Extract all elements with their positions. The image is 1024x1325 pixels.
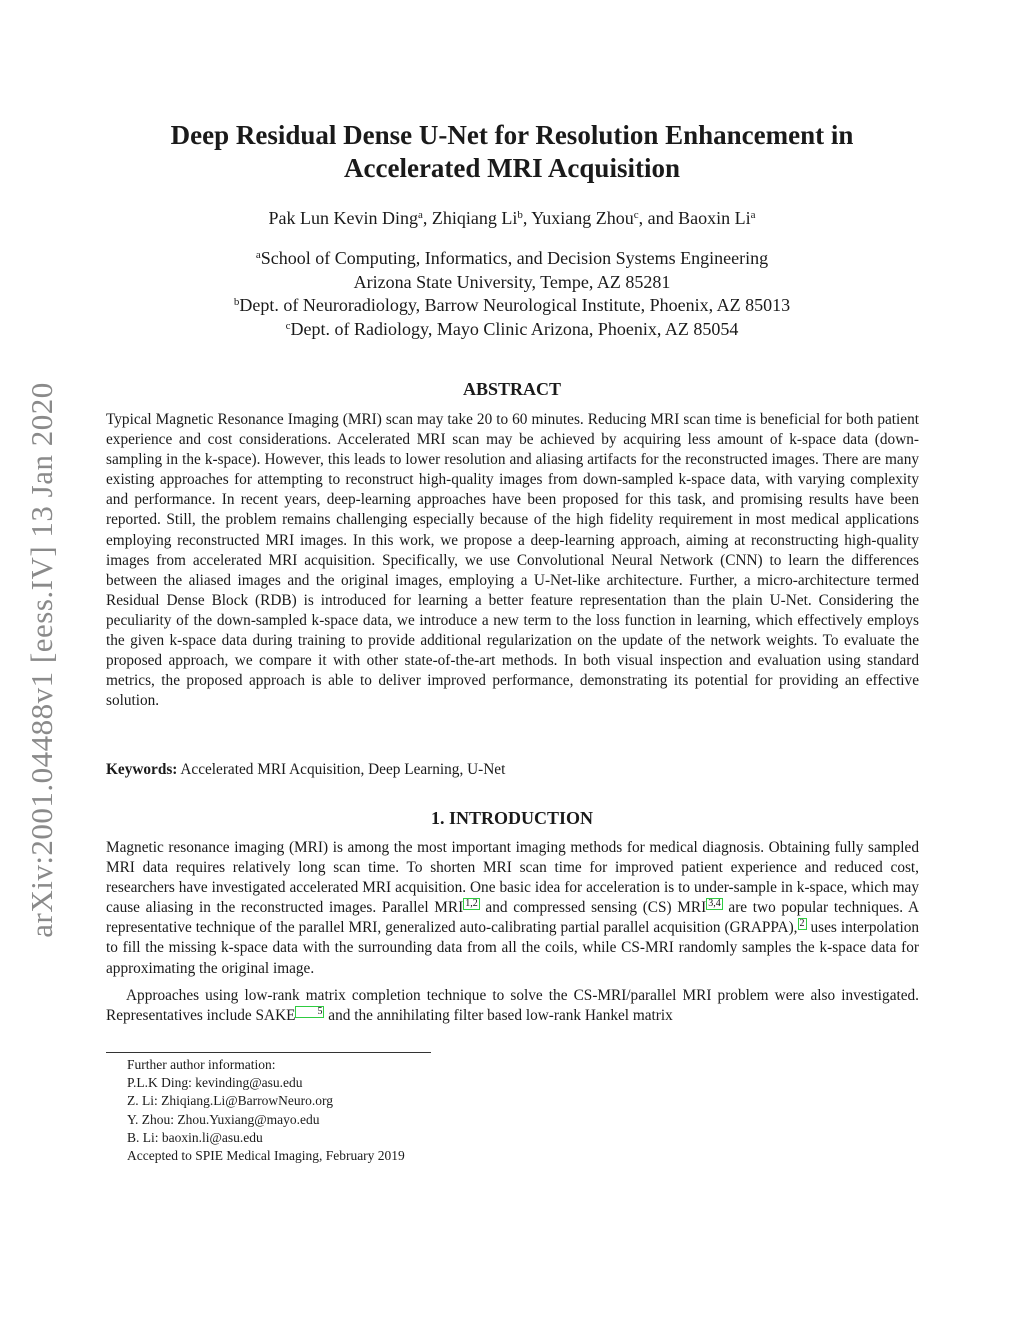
author-affiliation-mark: a — [417, 209, 423, 221]
citation-link[interactable]: 5 — [295, 1006, 324, 1018]
affiliation-mark: b — [233, 296, 240, 308]
arxiv-id-text: arXiv:2001.04488v1 [eess.IV] 13 Jan 2020 — [24, 382, 59, 938]
author-list — [100, 206, 924, 230]
footnote-line: Further author information: — [127, 1057, 276, 1072]
arxiv-identifier-stamp — [2, 360, 82, 960]
paper-title — [100, 119, 924, 185]
author-name: Pak Lun Kevin Ding — [268, 208, 418, 228]
author-name: Yuxiang Zhou — [531, 208, 634, 228]
citation-link[interactable]: 1,2 — [465, 898, 478, 910]
affiliation-a-line-1: $^a$School of Computing, Informatics, and Decision Systems Engineering — [255, 248, 769, 268]
author-separator: , — [522, 208, 532, 228]
author-affiliation-mark: a — [750, 209, 756, 221]
keywords-text: Accelerated MRI Acquisition, Deep Learning, U-Net — [180, 761, 506, 778]
footnotes — [127, 1056, 405, 1165]
citation-link[interactable]: 3,4 — [708, 898, 721, 910]
title-line-2: Accelerated MRI Acquisition — [344, 153, 680, 183]
abstract-paragraph: Typical Magnetic Resonance Imaging (MRI) scan may take 20 to 60 minutes. Reducing MRI scan time is beneficial for both patient experience and cost considerations. Accelerated MRI scan may be achieved by acquiring less amount of k-space data (down-sampling in the k-space). However, this leads to lower resolution and aliasing artifacts for the reconstructed images. There are many existing approaches for attempting to reconstruct high-quality images from down-sampled k-space data, with varying complexity and performance. In recent years, deep-learning approaches have been proposed for this task, and promising results have been reported. Still, the problem remains challenging especially because of the high fidelity requirement in most medical applications employing reconstructed MRI images. In this work, we propose a deep-learning approach, aiming at reconstructing high-quality images from accelerated MRI acquisition. Specifically, we use Convolutional Neural Network (CNN) to learn the differences between the aliased images and the original images, employing a U-Net-like architecture. Further, a micro-architecture termed Residual Dense Block (RDB) is introduced for learning a better feature representation than the plain U-Net. Considering the peculiarity of the down-sampled k-space data, we introduce a new term to the loss function in learning, which effectively employs the given k-space data during training to provide additional regularization on the update of the network weights. To evaluate the proposed approach, we compare it with other state-of-the-art methods. In both visual inspection and evaluation using standard metrics, the proposed approach is able to deliver improved performance, demonstrating its potential for providing an effective solution. — [106, 411, 919, 710]
affiliation-mark: a — [255, 249, 261, 261]
affiliation-a-line-2: Arizona State University, Tempe, AZ 85281 — [353, 271, 671, 292]
affiliations — [100, 247, 924, 341]
affiliation-c: $^c$Dept. of Radiology, Mayo Clinic Arizona, Phoenix, AZ 85054 — [285, 318, 739, 339]
affiliation-b: $^b$Dept. of Neuroradiology, Barrow Neurological Institute, Phoenix, AZ 85013 — [233, 295, 791, 315]
abstract-body — [106, 410, 919, 711]
author-affiliation-mark: b — [517, 209, 523, 221]
author-name: Zhiqiang Li — [431, 208, 518, 228]
author-separator: , and — [638, 208, 679, 228]
keywords-line — [106, 761, 505, 779]
author-name: Baoxin Li — [678, 208, 751, 228]
footnote-line: Y. Zhou: Zhou.Yuxiang@mayo.edu — [127, 1111, 320, 1127]
footnote-line: Accepted to SPIE Medical Imaging, February 2019 — [127, 1148, 405, 1164]
intro-paragraph-2: Approaches using low-rank matrix completion technique to solve the CS-MRI/parallel MRI problem were also investigated. Representatives include SAKE 5 and the annihilating filter based low-rank Hankel matrix — [106, 986, 919, 1024]
affiliation-mark: c — [285, 319, 291, 332]
introduction-body — [106, 838, 919, 1026]
footnote-line: P.L.K Ding: kevinding@asu.edu — [127, 1075, 303, 1091]
title-line-1: Deep Residual Dense U-Net for Resolution Enhancement in — [170, 120, 854, 150]
intro-paragraph-1: Magnetic resonance imaging (MRI) is among the most important imaging methods for medical diagnosis. Obtaining fully sampled MRI data requires relatively long scan time. To shorten MRI scan time for improved patient experience and reduced cost, researchers have investigated accelerated MRI acquisition. One basic idea for acceleration is to under-sample in k-space, which may cause aliasing in the reconstructed images. Parallel MRI 1,2 and compressed sensing (CS) MRI 3,4 are two popular techniques. A representative technique of the parallel MRI, generalized auto-calibrating partial parallel acquisition (GRAPPA), 2 uses interpolation to fill the missing k-space data with the surrounding data from all the coils, while CS-MRI randomly samples the k-space data for approximating the original image. — [106, 839, 919, 977]
author-separator: , — [422, 208, 432, 228]
keywords-label: Keywords: — [106, 761, 178, 778]
author-affiliation-mark: c — [633, 209, 639, 221]
footnote-divider — [106, 1052, 431, 1053]
introduction-heading: 1. INTRODUCTION — [430, 808, 594, 828]
footnote-line: Z. Li: Zhiqiang.Li@BarrowNeuro.org — [127, 1093, 334, 1109]
abstract-heading: ABSTRACT — [462, 379, 562, 399]
footnote-line: B. Li: baoxin.li@asu.edu — [127, 1129, 263, 1145]
citation-link[interactable]: 2 — [799, 918, 805, 930]
